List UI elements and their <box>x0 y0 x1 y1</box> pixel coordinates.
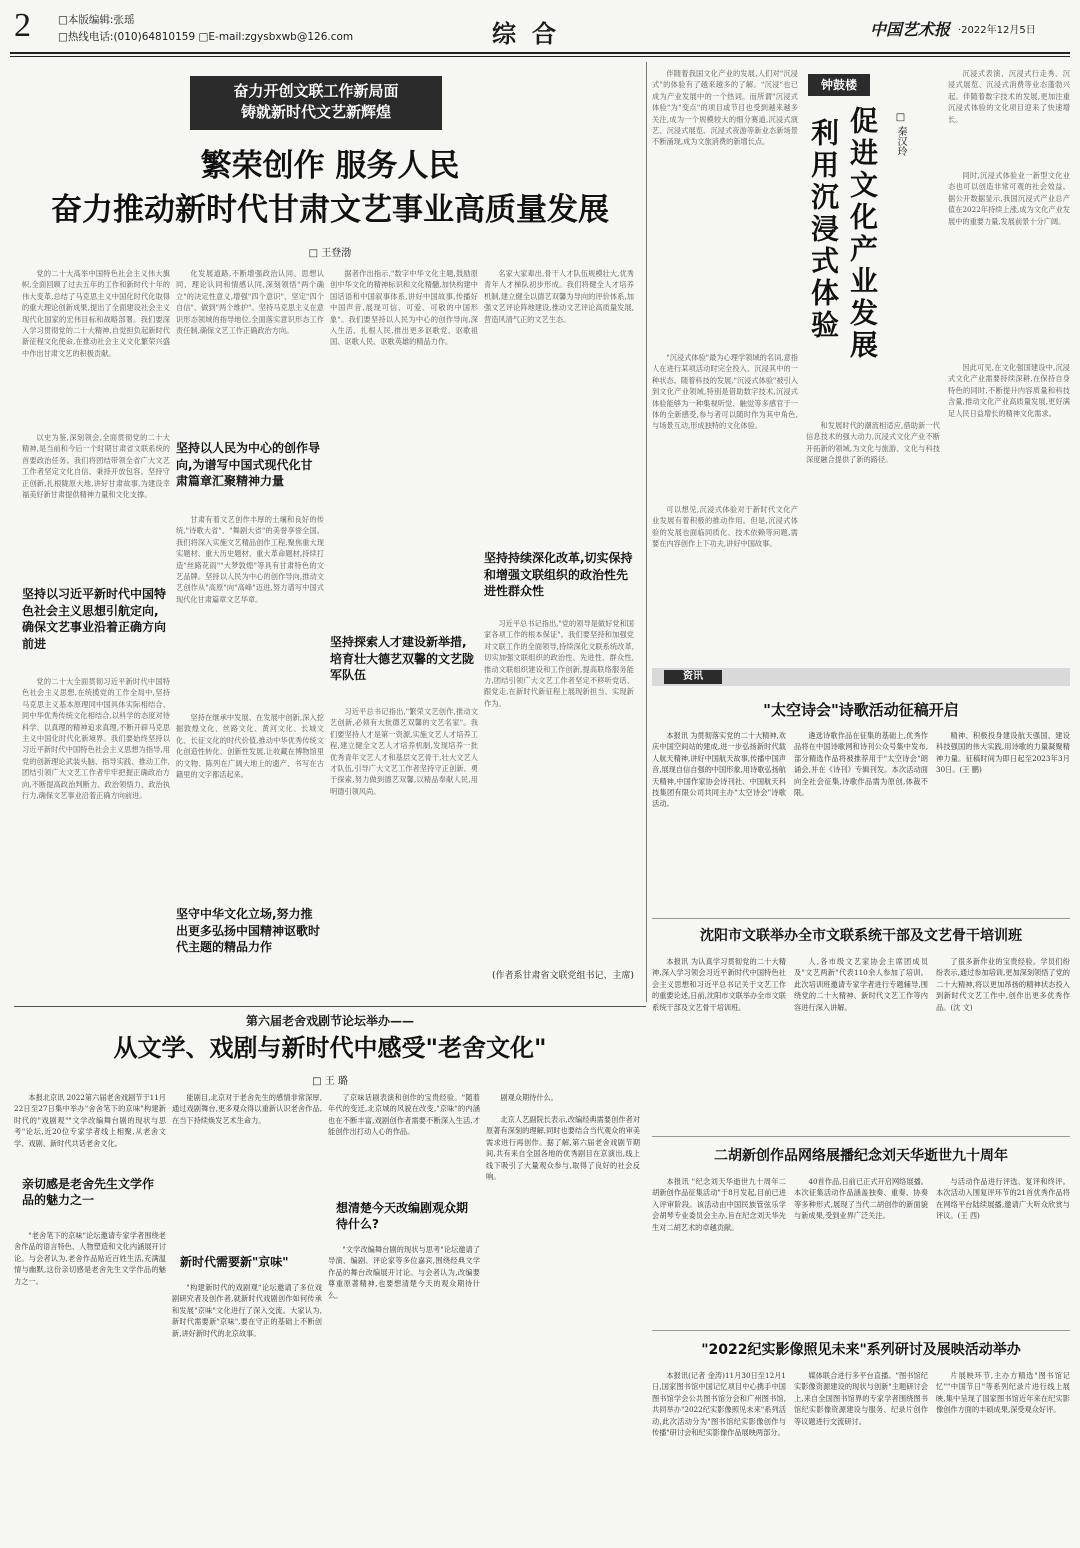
page-number: 2 <box>14 7 31 44</box>
article-text: 北京人艺副院长表示,改编经典需要创作者对原著有深刻的理解,同时也要结合当代观众的审美需求进行再创作。据了解,第六届老舍戏剧节期间,共有来自全国各地的优秀剧目在京演出,线上线下吸引了大量观众参与,取得了良好的社会反响。 <box>486 1115 640 1182</box>
subheading: 亲切感是老舍先生文学作品的魅力之一 <box>22 1177 155 1207</box>
news-title: "2022纪实影像照见未来"系列研讨及展映活动举办 <box>701 1342 1021 1358</box>
feature-byline: □ 王登渤 <box>308 248 352 259</box>
editor-line: □本版编辑:张瑶 <box>58 14 135 26</box>
article-text: 习近平总书记指出,"繁荣文艺创作,推动文艺创新,必须有大批德艺双馨的文艺名家"。我们要坚持人才是第一资源,实施文艺人才培养工程,建立健全文艺人才培养机制,发现培养一批优秀青年文艺人才和基层文艺骨干,壮大文艺人才队伍,引导广大文艺工作者坚持守正创新、勇于探索,努力做到德艺双馨,以精品奉献人民,用明德引领风尚。 <box>330 707 478 796</box>
section-title: 综合 <box>492 20 572 48</box>
contact-line: □热线电话:(010)64810159 □E-mail:zgysbxwb@126.com <box>58 31 354 43</box>
subheading: 坚守中华文化立场,努力推出更多弘扬中国精神讴歌时代主题的精品力作 <box>176 907 321 954</box>
column-tag: 钟鼓楼 <box>808 74 870 96</box>
subheading: 坚持持续深化改革,切实保持和增强文联组织的政治性先进性群众性 <box>484 551 633 598</box>
subheading: 想清楚今天改编剧观众期待什么? <box>336 1201 469 1231</box>
column-title-2: 利用沉浸式体验 <box>807 118 840 342</box>
column-byline: □ 秦汉玲 <box>895 112 906 157</box>
laoshe-byline: □ 王 璐 <box>312 1076 348 1087</box>
article-text: 与活动作品进行评选、复评和终评。本次活动入围复评环节的21首优秀作品将在网络平台陆续展播,邀请广大听众欣赏与评议。(王 西) <box>936 1177 1070 1221</box>
article-text: 党的二十大高举中国特色社会主义伟大旗帜,全面回顾了过去五年的工作和新时代十年的伟大变革,总结了马克思主义中国化时代化取得的重大理论创新成果,提出了全面建设社会主义现代化国家的宏伟目标和战略部署。我们要深入学习贯彻党的二十大精神,自觉担负起新时代新征程文化使命,在推动社会主义文化繁荣兴盛中作出甘肃文艺的积极贡献。 <box>22 269 170 358</box>
news-divider <box>652 1330 1070 1331</box>
subheading: 坚持探索人才建设新举措,培育壮大德艺双馨的文艺陇军队伍 <box>330 635 475 682</box>
news-title: 二胡新创作品网络展播纪念刘天华逝世九十周年 <box>714 1148 1008 1164</box>
laoshe-title: 从文学、戏剧与新时代中感受"老舍文化" <box>113 1034 547 1062</box>
article-text: 化发展道路,不断增强政治认同、思想认同、理论认同和情感认同,深刻领悟"两个确立"的决定性意义,增强"四个意识"、坚定"四个自信"、做到"两个维护"。坚持马克思主义在意识形态领域的指导地位,全面落实意识形态工作责任制,确保文艺工作正确政治方向。 <box>176 269 324 336</box>
article-text: 片展映环节,主办方精选"图书馆记忆""中国节日"等系列纪录片进行线上展映,集中呈现了国家图书馆近年来在纪实影像创作方面的丰硕成果,深受观众好评。 <box>936 1371 1070 1415</box>
article-text: "构建新时代的戏剧观"论坛邀请了多位戏剧研究者及创作者,就新时代戏剧创作如何传承和发展"京味"文化进行了深入交流。大家认为,新时代需要新"京味",要在守正的基础上不断创新,讲好新时代的北京故事。 <box>172 1283 322 1338</box>
news-label: 资讯 <box>664 670 722 684</box>
editor-info <box>58 12 353 46</box>
news-title: 沈阳市文联举办全市文联系统干部及文艺骨干培训班 <box>700 928 1022 944</box>
article-text: 本报北京讯 2022第六届老舍戏剧节于11月22日至27日集中举办"舍舍笔下的京味"构建新时代的"戏剧观""文学改编舞台剧的现状与思考"论坛,近20位专家学者线上相聚,从老舍文学、戏剧、新时代共话老舍文化。 <box>14 1093 166 1148</box>
article-text: 和发展时代的潮流相适应,借助新一代信息技术的强大动力,沉浸式文化产业不断开拓新的领域,为文化与旅游、文化与科技深度融合提供了新的路径。 <box>806 421 940 465</box>
article-text: 沉浸式表演、沉浸式行走秀、沉浸式展览、沉浸式消费等业态蓬勃兴起。伴随着数字技术的发展,更加注重沉浸式体验的文化项目迎来了快速增长。 <box>948 69 1070 124</box>
article-text: 可以想见,沉浸式体验对于新时代文化产业发展有着积极的推动作用。但是,沉浸式体验的发展也面临同质化、技术依赖等问题,需要在内容创作上下功夫,讲好中国故事。 <box>652 505 798 549</box>
article-text: 40首作品,日前已正式开启网络展播。本次征集活动作品涵盖独奏、重奏、协奏等多种形式,展现了当代二胡创作的新面貌与新成果,受到业界广泛关注。 <box>794 1177 928 1221</box>
article-text: 本报讯 为认真学习贯彻党的二十大精神,深入学习领会习近平新时代中国特色社会主义思想和习近平总书记关于文艺工作的重要论述,日前,沈阳市文联举办全市文联系统干部及文艺骨干培训班。 <box>652 957 786 1012</box>
section-rule <box>14 1006 646 1007</box>
article-text: 遴选诗歌作品在征集的基础上,优秀作品将在中国诗歌网和诗刊公众号集中发布,部分精选作品将被推荐用于"太空诗会"朗诵会,并在《诗刊》专辑刊发。本次活动面向全社会征集,诗歌作品需为原创,体裁不限。 <box>794 731 928 798</box>
author-note: (作者系甘肃省文联党组书记、主席) <box>491 971 634 981</box>
article-text: 因此可见,在文化强国建设中,沉浸式文化产业需要持续深耕,在保持自身特色的同时,不断提升内容质量和科技含量,推动文化产业高质量发展,更好满足人民日益增长的精神文化需求。 <box>948 363 1070 418</box>
article-text: 了京味话剧表演和创作的宝贵经验。"随着年代的变迁,北京城的风貌在改变,"京味"的内涵也在不断丰富,戏剧创作者需要不断深入生活,才能创作出打动人心的作品。 <box>328 1093 480 1137</box>
article-text: 了很多新作业的宝贵经验。学员们纷纷表示,通过参加培训,更加深刻领悟了党的二十大精神,将以更加昂扬的精神状态投入到新时代文艺工作中,创作出更多优秀作品。(沈 文) <box>936 957 1070 1012</box>
article-text: 坚持在继承中发展、在发展中创新,深入挖掘敦煌文化、丝路文化、黄河文化、长城文化、长征文化的时代价值,推动中华优秀传统文化创造性转化、创新性发展,让收藏在博物馆里的文物、陈列在广阔大地上的遗产、书写在古籍里的文字都活起来。 <box>176 713 324 780</box>
news-divider <box>652 1136 1070 1137</box>
column-title-1: 促进文化产业发展 <box>846 106 879 362</box>
article-text: 名家大家辈出,骨干人才队伍规模壮大,优秀青年人才梯队初步形成。我们将健全人才培养机制,建立健全以德艺双馨为导向的评价体系,加强文艺评论阵地建设,推动文艺评论高质量发展,营造风清气正的文艺生态。 <box>484 269 634 324</box>
article-text: 本报讯(记者 金涛)11月30日至12月1日,国家图书馆中国记忆项目中心携手中国图书馆学会公共图书馆分会和广州图书馆,共同举办"2022纪实影像照见未来"系列活动,此次活动分为"图书馆纪实影像创作与传播"研讨会和纪实影像作品展映两部分。 <box>652 1371 786 1438</box>
article-text: 本报讯 "纪念刘天华逝世九十周年二胡新创作品征集活动"于8月发起,目前已进入评审阶段。该活动由中国民族管弦乐学会胡琴专业委员会主办,旨在纪念刘天华先生对二胡艺术的卓越贡献。 <box>652 1177 786 1232</box>
article-text: 剧观众期待什么。 <box>500 1093 558 1102</box>
news-divider <box>652 918 1070 919</box>
subheading: 坚持以习近平新时代中国特色社会主义思想引航定向,确保文艺事业沿着正确方向前进 <box>22 587 167 651</box>
article-text: 甘肃有着文艺创作丰厚的土壤和良好的传统,"诗歌大省"、"舞剧大省"的美誉享誉全国。我们将深入实施文艺精品创作工程,聚焦重大现实题材、重大历史题材、重大革命题材,持续打造"丝路花雨""大梦敦煌"等具有甘肃特色的文艺品牌。坚持以人民为中心的创作导向,推动文艺创作从"高原"向"高峰"迈进,努力谱写中国式现代化甘肃篇章文艺华章。 <box>176 515 324 604</box>
feature-title-1: 繁荣创作 服务人民 <box>200 148 460 184</box>
article-text: 据者作出指示,"数字中华文化主题,鼓励原创中华文化的精神标识和文化精髓,加快构建中国话语和中国叙事体系,讲好中国故事,传播好中国声音,展现可信、可爱、可敬的中国形象"。我们要坚持以人民为中心的创作导向,深入生活、扎根人民,推出更多讴歌党、讴歌祖国、讴歌人民、讴歌英雄的精品力作。 <box>330 269 478 347</box>
news-title: "太空诗会"诗歌活动征稿开启 <box>763 701 959 719</box>
masthead-logo: 中国艺术报 <box>870 20 951 39</box>
article-text: 人,各市级文艺家协会主席团成员及"文艺两新"代表110余人参加了培训。此次培训班邀请专家学者进行专题辅导,围绕党的二十大精神、新时代文艺工作等内容进行深入讲解。 <box>794 957 928 1012</box>
article-text: 媒体联合进行多平台直播。"图书馆纪实影像资源建设的现状与创新"主题研讨会上,来自全国图书馆界的专家学者围绕图书馆纪实影像资源建设与服务、纪录片创作等议题进行交流研讨。 <box>794 1371 928 1426</box>
article-text: 伴随着我国文化产业的发展,人们对"沉浸式"的体验有了越来越多的了解。"沉浸"也已成为产业发展中的一个热词。而所谓"沉浸式体验"为"变点"的项目或节目也受到越来越多关注,成为一个规模较大的细分赛道,沉浸式演艺、沉浸式展览、沉浸式夜游等新业态新场景不断涌现,成为文旅消费的新增长点。 <box>652 69 798 147</box>
banner-line-2: 铸就新时代文艺新辉煌 <box>240 103 391 121</box>
article-text: 本报讯 为贯彻落实党的二十大精神,欢庆中国空间站的建成,进一步弘扬新时代载人航天精神,讲好中国航天故事,传播中国声音,展现自信自强的中国形象,用诗歌弘扬航天精神,中国作家协会诗刊社、中国航天科技集团有限公司共同主办"太空诗会"诗歌活动。 <box>652 731 786 809</box>
issue-date: ·2022年12月5日 <box>958 25 1036 36</box>
header-rule-thin <box>10 56 1070 57</box>
article-text: 以史为鉴,深刻领会,全面贯彻党的二十大精神,是当前和今后一个时期甘肃省文联系统的首要政治任务。我们将团结带领全省广大文艺工作者坚定文化自信、秉持开放包容、坚持守正创新,扎根陇原大地,讲好甘肃故事,为建设幸福美好新甘肃提供精神力量和文化支撑。 <box>22 433 170 500</box>
feature-banner <box>190 76 442 130</box>
article-text: "老舍笔下的京味"论坛邀请专家学者围绕老舍作品的语言特色、人物塑造和文化内涵展开讨论。与会者认为,老舍作品贴近百姓生活,充满温情与幽默,这份亲切感是老舍先生文学作品的魅力之一。 <box>14 1231 166 1286</box>
laoshe-kicker: 第六届老舍戏剧节论坛举办—— <box>245 1014 414 1028</box>
article-text: 同时,沉浸式体验业一新型文化业态也可以创造非常可观的社会效益。据公开数据显示,我国沉浸式产业总产值在2022年持续上涨,成为文化产业发展中的重要力量,发展前景十分广阔。 <box>948 171 1070 226</box>
header-rule <box>10 52 1070 54</box>
article-text: 能剧目,北京对于老舍先生的感情非常深厚,通过戏剧舞台,更多观众得以重新认识老舍作品,在当下持续焕发艺术生命力。 <box>172 1093 322 1125</box>
feature-title-2: 奋力推动新时代甘肃文艺事业高质量发展 <box>51 192 609 228</box>
article-text: 精神、积极投身建设航天强国、建设科技强国的伟大实践,用诗歌的力量凝聚精神力量。征稿时间为即日起至2023年3月30日。(王 鹏) <box>936 731 1070 775</box>
article-text: "沉浸式体验"最为心理学领域的名词,意指人在进行某项活动时完全投入、沉浸其中的一种状态。随着科技的发展,"沉浸式体验"被引入到文化产业领域,特别是借助数字技术,沉浸式体验能够为一种集视听觉、触觉等多感官于一体的全新感受,参与者可以随时作为其中角色,与场景互动,形成独特的文化体验。 <box>652 353 798 431</box>
column-divider <box>646 62 647 1002</box>
subheading: 坚持以人民为中心的创作导向,为谱写中国式现代化甘肃篇章汇聚精神力量 <box>176 441 321 488</box>
article-text: "文学改编舞台剧的现状与思考"论坛邀请了导演、编剧、评论家等多位嘉宾,围绕经典文学作品的舞台改编展开讨论。与会者认为,改编要尊重原著精神,也要想清楚今天的观众期待什么。 <box>328 1245 480 1300</box>
article-text: 党的二十大全面贯彻习近平新时代中国特色社会主义思想,在统揽党的工作全局中,坚持马克思主义基本原理同中国具体实际相结合、同中华优秀传统文化相结合,以科学的态度对待科学、以真理的精神追求真理,不断开辟马克思主义中国化时代化新境界。我们要始终坚持以习近平新时代中国特色社会主义思想为指导,用党的创新理论武装头脑、指导实践、推动工作,团结引领广大文艺工作者牢牢把握正确政治方向,不断提高政治判断力、政治领悟力、政治执行力,确保文艺事业沿着正确方向前进。 <box>22 677 170 801</box>
subheading: 新时代需要新"京味" <box>180 1255 289 1269</box>
article-text: 习近平总书记指出,"党的领导是做好党和国家各项工作的根本保证"。我们要坚持和加强党对文联工作的全面领导,持续深化文联系统改革,切实加强文联组织的政治性、先进性、群众性,推动文联组织建设和工作创新,提高联络服务能力,团结引领广大文艺工作者坚定不移听党话、跟党走,在新时代新征程上展现新担当、实现新作为。 <box>484 619 634 708</box>
banner-line-1: 奋力开创文联工作新局面 <box>233 82 399 100</box>
